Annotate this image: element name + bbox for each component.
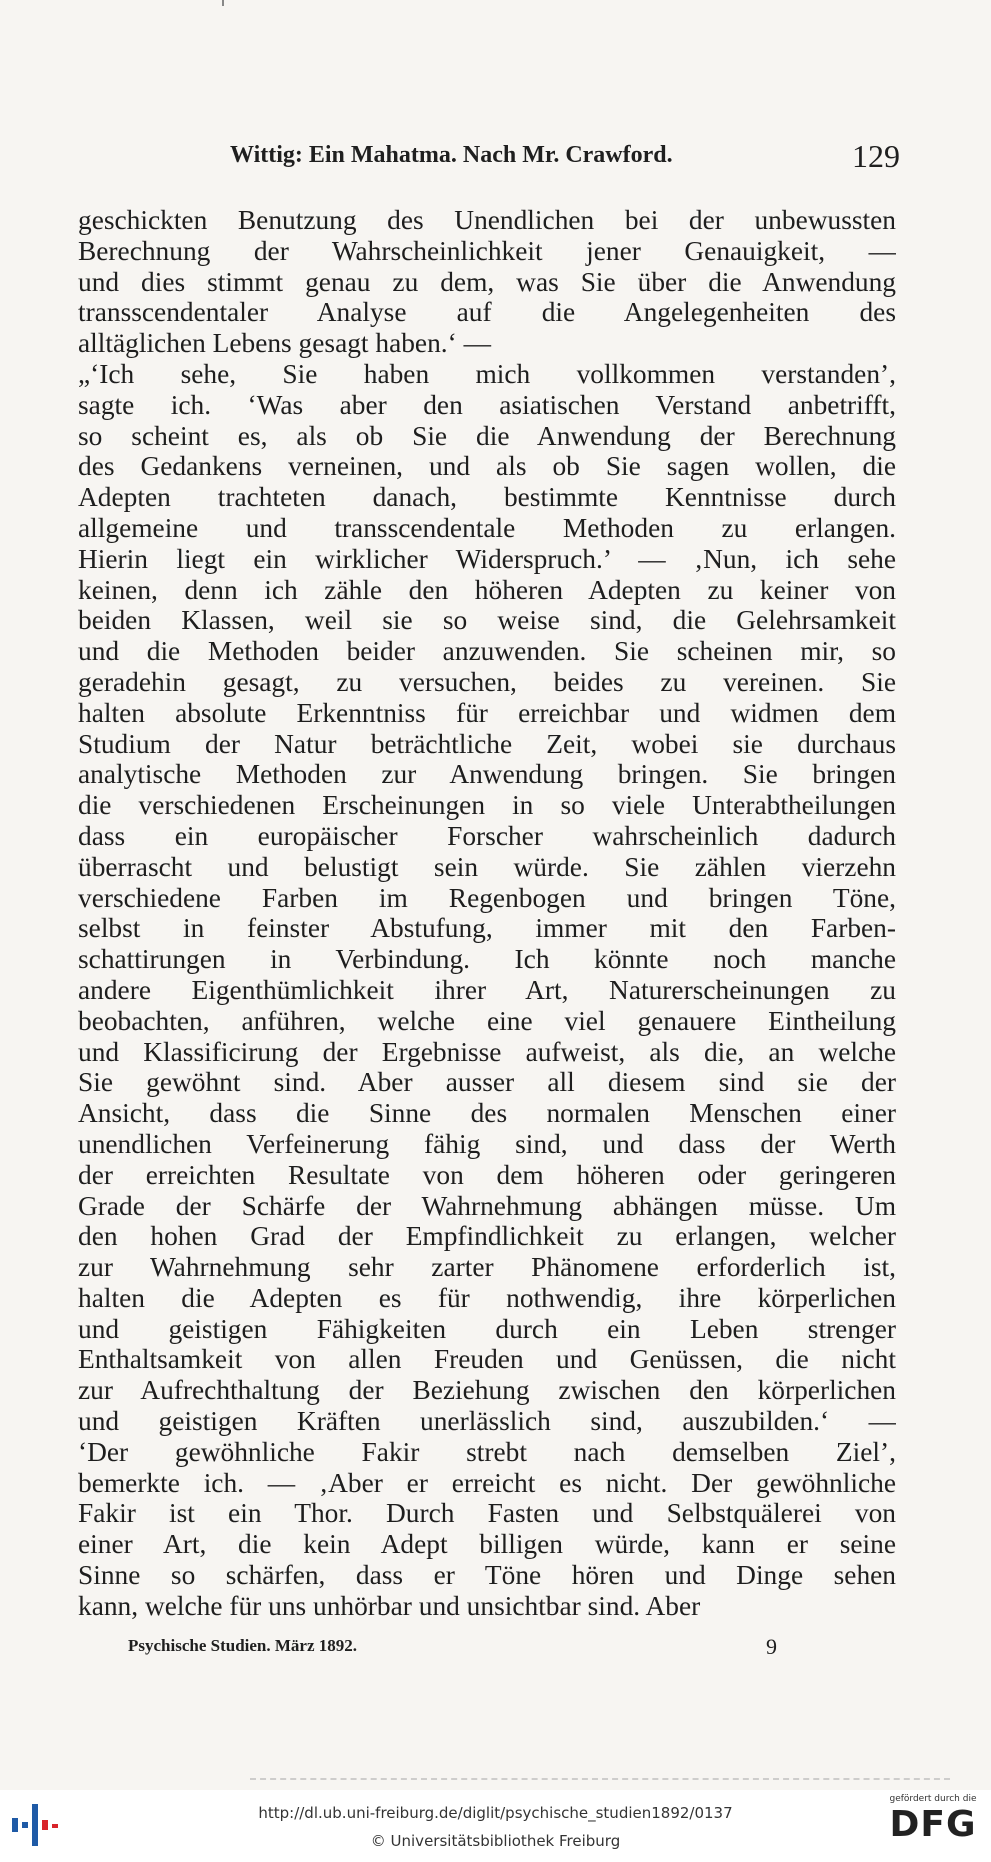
- text-line: Fakir ist ein Thor. Durch Fasten und Selbstquälerei von: [78, 1498, 896, 1529]
- text-line: und geistigen Fähigkeiten durch ein Leben strenger: [78, 1313, 896, 1344]
- text-line: so scheint es, als ob Sie die Anwendung der Berechnung: [78, 420, 896, 451]
- text-line: kann, welche für uns unhörbar und unsichtbar sind. Aber: [78, 1590, 701, 1621]
- text-line: Studium der Natur beträchtliche Zeit, wobei sie durchaus: [78, 728, 896, 759]
- text-line: dass ein europäischer Forscher wahrscheinlich dadurch: [78, 820, 896, 851]
- logo-bar: [52, 1824, 58, 1828]
- dfg-caption: gefördert durch die: [889, 1794, 977, 1804]
- text-line: schattirungen in Verbindung. Ich könnte noch manche: [78, 944, 896, 975]
- scan-mark: [222, 0, 224, 6]
- text-line: ‘Der gewöhnliche Fakir strebt nach demselben Ziel’,: [78, 1436, 896, 1467]
- text-line: Sie gewöhnt sind. Aber ausser all diesem sind sie der: [78, 1067, 896, 1098]
- text-line: einer Art, die kein Adept billigen würde, kann er seine: [78, 1529, 896, 1560]
- text-line: halten absolute Erkenntniss für erreichbar und widmen dem: [78, 697, 896, 728]
- copyright-notice: © Universitätsbibliothek Freiburg: [370, 1832, 621, 1850]
- text-line: Adepten trachteten danach, bestimmte Kenntnisse durch: [78, 482, 896, 513]
- dfg-logo: [885, 1794, 981, 1858]
- dfg-wordmark: DFG: [889, 1804, 977, 1845]
- text-line: die verschiedenen Erscheinungen in so viele Unterabtheilungen: [78, 790, 896, 821]
- running-head: [80, 138, 900, 182]
- text-line: den hohen Grad der Empfindlichkeit zu erlangen, welcher: [78, 1221, 896, 1252]
- page-footer: [128, 1636, 788, 1666]
- text-line: alltäglichen Lebens gesagt haben.‘ —: [78, 328, 491, 359]
- text-line: bemerkte ich. — ‚Aber er erreicht es nicht. Der gewöhnliche: [78, 1467, 896, 1498]
- text-line: andere Eigenthümlichkeit ihrer Art, Naturerscheinungen zu: [78, 974, 896, 1005]
- viewer-footer: [0, 1790, 991, 1862]
- journal-footer: Psychische Studien. März 1892.: [128, 1636, 358, 1655]
- text-line: des Gedankens verneinen, und als ob Sie sagen wollen, die: [78, 451, 896, 482]
- text-line: der erreichten Resultate von dem höheren oder geringeren: [78, 1159, 896, 1190]
- text-line: beobachten, anführen, welche eine viel genauere Eintheilung: [78, 1005, 896, 1036]
- text-line: allgemeine und transscendentale Methoden zu erlangen.: [78, 512, 896, 543]
- text-line: Enthaltsamkeit von allen Freuden und Genüssen, die nicht: [78, 1344, 896, 1375]
- text-line: überrascht und belustigt sein würde. Sie zählen vierzehn: [78, 851, 896, 882]
- text-line: geradehin gesagt, zu versuchen, beides zu vereinen. Sie: [78, 666, 896, 697]
- text-line: Sinne so schärfen, dass er Töne hören und Dinge sehen: [78, 1560, 896, 1591]
- running-title: Wittig: Ein Mahatma. Nach Mr. Crawford.: [230, 142, 673, 168]
- text-line: beiden Klassen, weil sie so weise sind, die Gelehrsamkeit: [78, 605, 896, 636]
- bleed-through-marks: [250, 1778, 950, 1786]
- page-number: 129: [852, 138, 900, 174]
- text-line: selbst in feinster Abstufung, immer mit den Farben-: [78, 913, 896, 944]
- text-line: zur Aufrechthaltung der Beziehung zwischen den körperlichen: [78, 1375, 896, 1406]
- text-line: Grade der Schärfe der Wahrnehmung abhängen müsse. Um: [78, 1190, 896, 1221]
- body-text: [78, 205, 896, 1622]
- text-line: zur Wahrnehmung sehr zarter Phänomene erforderlich ist,: [78, 1252, 896, 1283]
- text-line: transscendentaler Analyse auf die Angelegenheiten des: [78, 297, 896, 328]
- text-line: geschickten Benutzung des Unendlichen bei der unbewussten: [78, 205, 896, 235]
- text-line: „‘Ich sehe, Sie haben mich vollkommen verstanden’,: [78, 358, 896, 389]
- text-line: sagte ich. ‘Was aber den asiatischen Verstand anbetrifft,: [78, 389, 896, 420]
- logo-bar: [22, 1822, 28, 1828]
- text-line: Hierin liegt ein wirklicher Widerspruch.’ — ‚Nun, ich sehe: [78, 543, 896, 574]
- text-line: Berechnung der Wahrscheinlichkeit jener Genauigkeit, —: [78, 235, 896, 266]
- text-line: und dies stimmt genau zu dem, was Sie über die Anwendung: [78, 266, 896, 297]
- signature-mark: 9: [766, 1634, 777, 1659]
- text-line: halten die Adepten es für nothwendig, ihre körperlichen: [78, 1282, 896, 1313]
- text-line: keinen, denn ich zähle den höheren Adepten zu keiner von: [78, 574, 896, 605]
- text-line: unendlichen Verfeinerung fähig sind, und dass der Werth: [78, 1128, 896, 1159]
- text-line: analytische Methoden zur Anwendung bringen. Sie bringen: [78, 759, 896, 790]
- text-line: Ansicht, dass die Sinne des normalen Menschen einer: [78, 1098, 896, 1129]
- text-line: und Klassificirung der Ergebnisse aufweist, als die, an welche: [78, 1036, 896, 1067]
- text-line: und die Methoden beider anzuwenden. Sie scheinen mir, so: [78, 636, 896, 667]
- text-line: verschiedene Farben im Regenbogen und bringen Töne,: [78, 882, 896, 913]
- page-url-link[interactable]: http://dl.ub.uni-freiburg.de/diglit/psychische_studien1892/0137: [258, 1804, 733, 1822]
- text-line: und geistigen Kräften unerlässlich sind, auszubilden.‘ —: [78, 1406, 896, 1437]
